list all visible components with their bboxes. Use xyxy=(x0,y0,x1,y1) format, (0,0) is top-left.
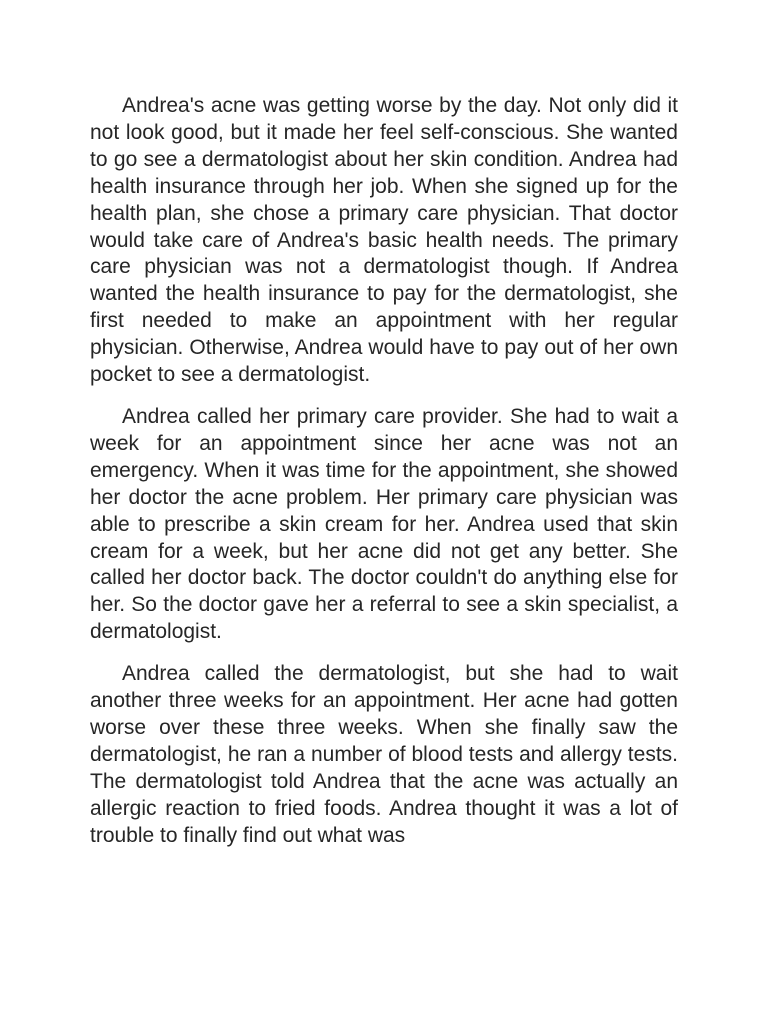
story-text xyxy=(90,93,678,864)
paragraph-2: Andrea called her primary care provider. She had to wait a week for an appointment since her acne was not an emergency. When it was time for the appointment, she showed her doctor the acne problem. Her primary care physician was able to prescribe a skin cream for her. Andrea used that skin cream for a week, but her acne did not get any better. She called her doctor back. The doctor couldn't do anything else for her. So the doctor gave her a referral to see a skin specialist, a dermatologist. xyxy=(90,404,678,644)
paragraph-3: Andrea called the dermatologist, but she had to wait another three weeks for an appointment. Her acne had gotten worse over these three weeks. When she finally saw the dermatologist, he ran a number of blood tests and allergy tests. The dermatologist told Andrea that the acne was actually an allergic reaction to fried foods. Andrea thought it was a lot of trouble to finally find out what was xyxy=(90,662,678,847)
paragraph-1: Andrea's acne was getting worse by the day. Not only did it not look good, but it made her feel self-conscious. She wanted to go see a dermatologist about her skin condition. Andrea had health insurance through her job. When she signed up for the health plan, she chose a primary care physician. That doctor would take care of Andrea's basic health needs. The primary care physician was not a dermatologist though. If Andrea wanted the health insurance to pay for the dermatologist, she first needed to make an appointment with her regular physician. Otherwise, Andrea would have to pay out of her own pocket to see a dermatologist. xyxy=(90,94,678,387)
